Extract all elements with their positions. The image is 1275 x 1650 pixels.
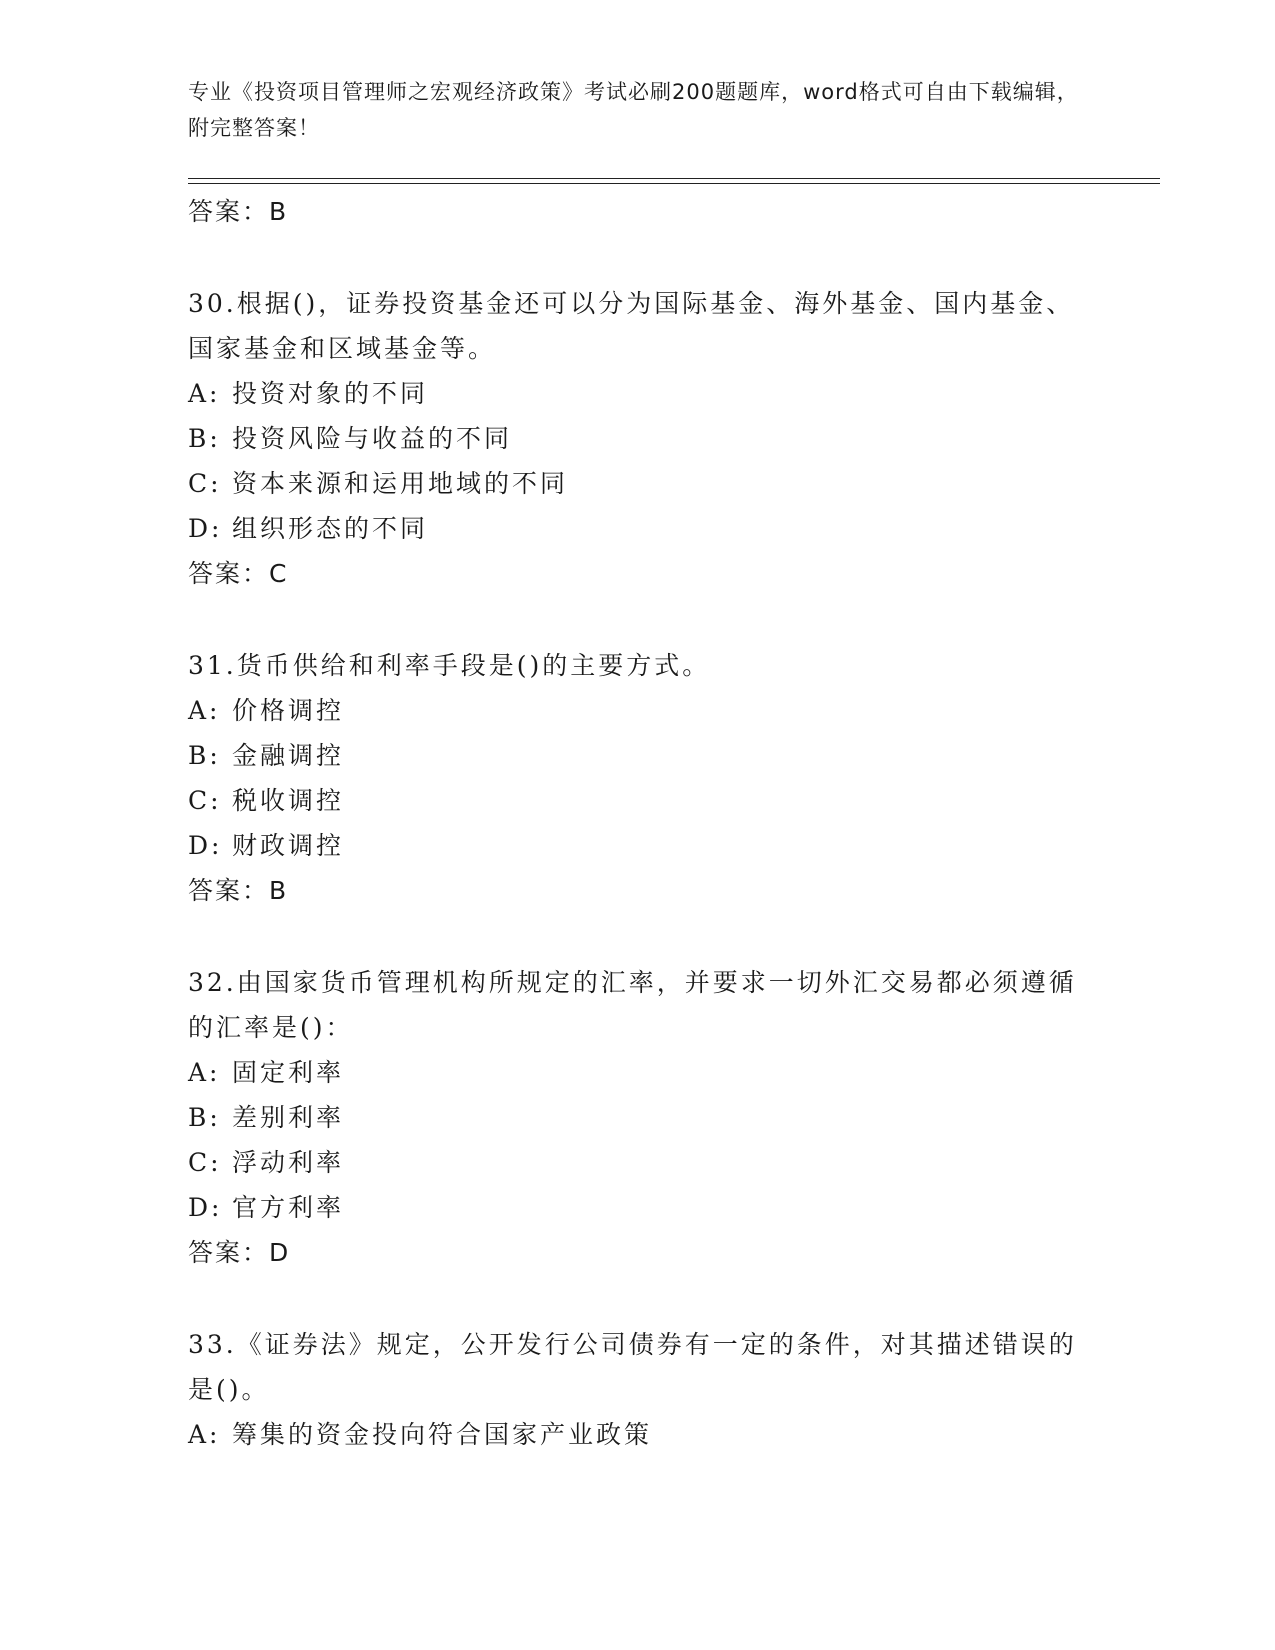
option-key: C: xyxy=(188,469,222,498)
option-text: 税收调控 xyxy=(232,786,345,815)
question-33 xyxy=(188,1322,1088,1457)
option-key: D: xyxy=(188,831,223,860)
answer-line: 答案：B xyxy=(188,876,289,905)
question-stem: 31.货币供给和利率手段是()的主要方式。 xyxy=(188,651,711,680)
option-c xyxy=(188,461,1088,506)
option-text: 浮动利率 xyxy=(232,1148,345,1177)
option-text: 组织形态的不同 xyxy=(232,514,429,543)
option-d xyxy=(188,1185,1088,1230)
question-list xyxy=(188,189,1088,1457)
option-key: B: xyxy=(188,741,221,770)
header-divider-bottom xyxy=(188,183,1160,184)
option-key: B: xyxy=(188,1103,221,1132)
option-key: D: xyxy=(188,1193,223,1222)
answer-line: 答案：C xyxy=(188,559,289,588)
option-a xyxy=(188,1412,1088,1457)
option-text: 筹集的资金投向符合国家产业政策 xyxy=(232,1420,653,1449)
question-stem: 32.由国家货币管理机构所规定的汇率，并要求一切外汇交易都必须遵循的汇率是()： xyxy=(188,968,1077,1042)
option-key: A: xyxy=(188,1420,221,1449)
option-key: B: xyxy=(188,424,221,453)
option-a xyxy=(188,371,1088,416)
option-c xyxy=(188,1140,1088,1185)
option-d xyxy=(188,506,1088,551)
option-b xyxy=(188,416,1088,461)
option-text: 财政调控 xyxy=(232,831,345,860)
option-key: C: xyxy=(188,1148,222,1177)
option-text: 投资风险与收益的不同 xyxy=(232,424,513,453)
spacer xyxy=(188,914,1088,960)
header-divider-top xyxy=(188,178,1160,179)
option-text: 固定利率 xyxy=(232,1058,345,1087)
answer-line: 答案：D xyxy=(188,1238,291,1267)
answer-line: 答案：B xyxy=(188,197,289,226)
option-key: C: xyxy=(188,786,222,815)
question-31 xyxy=(188,643,1088,914)
page-header: 专业《投资项目管理师之宏观经济政策》考试必刷200题题库，word格式可自由下载编辑，附完整答案！ xyxy=(188,80,1079,140)
option-text: 价格调控 xyxy=(232,696,345,725)
question-stem: 30.根据()，证券投资基金还可以分为国际基金、海外基金、国内基金、国家基金和区域基金等。 xyxy=(188,289,1075,363)
option-a xyxy=(188,688,1088,733)
question-stem: 33.《证券法》规定，公开发行公司债券有一定的条件，对其描述错误的是()。 xyxy=(188,1330,1077,1404)
option-a xyxy=(188,1050,1088,1095)
question-32 xyxy=(188,960,1088,1276)
option-c xyxy=(188,778,1088,823)
option-text: 投资对象的不同 xyxy=(232,379,429,408)
option-text: 资本来源和运用地域的不同 xyxy=(232,469,569,498)
spacer xyxy=(188,1276,1088,1322)
option-text: 差别利率 xyxy=(232,1103,345,1132)
option-key: A: xyxy=(188,379,221,408)
option-key: A: xyxy=(188,1058,221,1087)
option-text: 官方利率 xyxy=(232,1193,345,1222)
option-d xyxy=(188,823,1088,868)
option-text: 金融调控 xyxy=(232,741,345,770)
spacer xyxy=(188,597,1088,643)
option-b xyxy=(188,1095,1088,1140)
option-key: D: xyxy=(188,514,223,543)
option-key: A: xyxy=(188,696,221,725)
option-b xyxy=(188,733,1088,778)
spacer xyxy=(188,235,1088,281)
question-30 xyxy=(188,281,1088,597)
